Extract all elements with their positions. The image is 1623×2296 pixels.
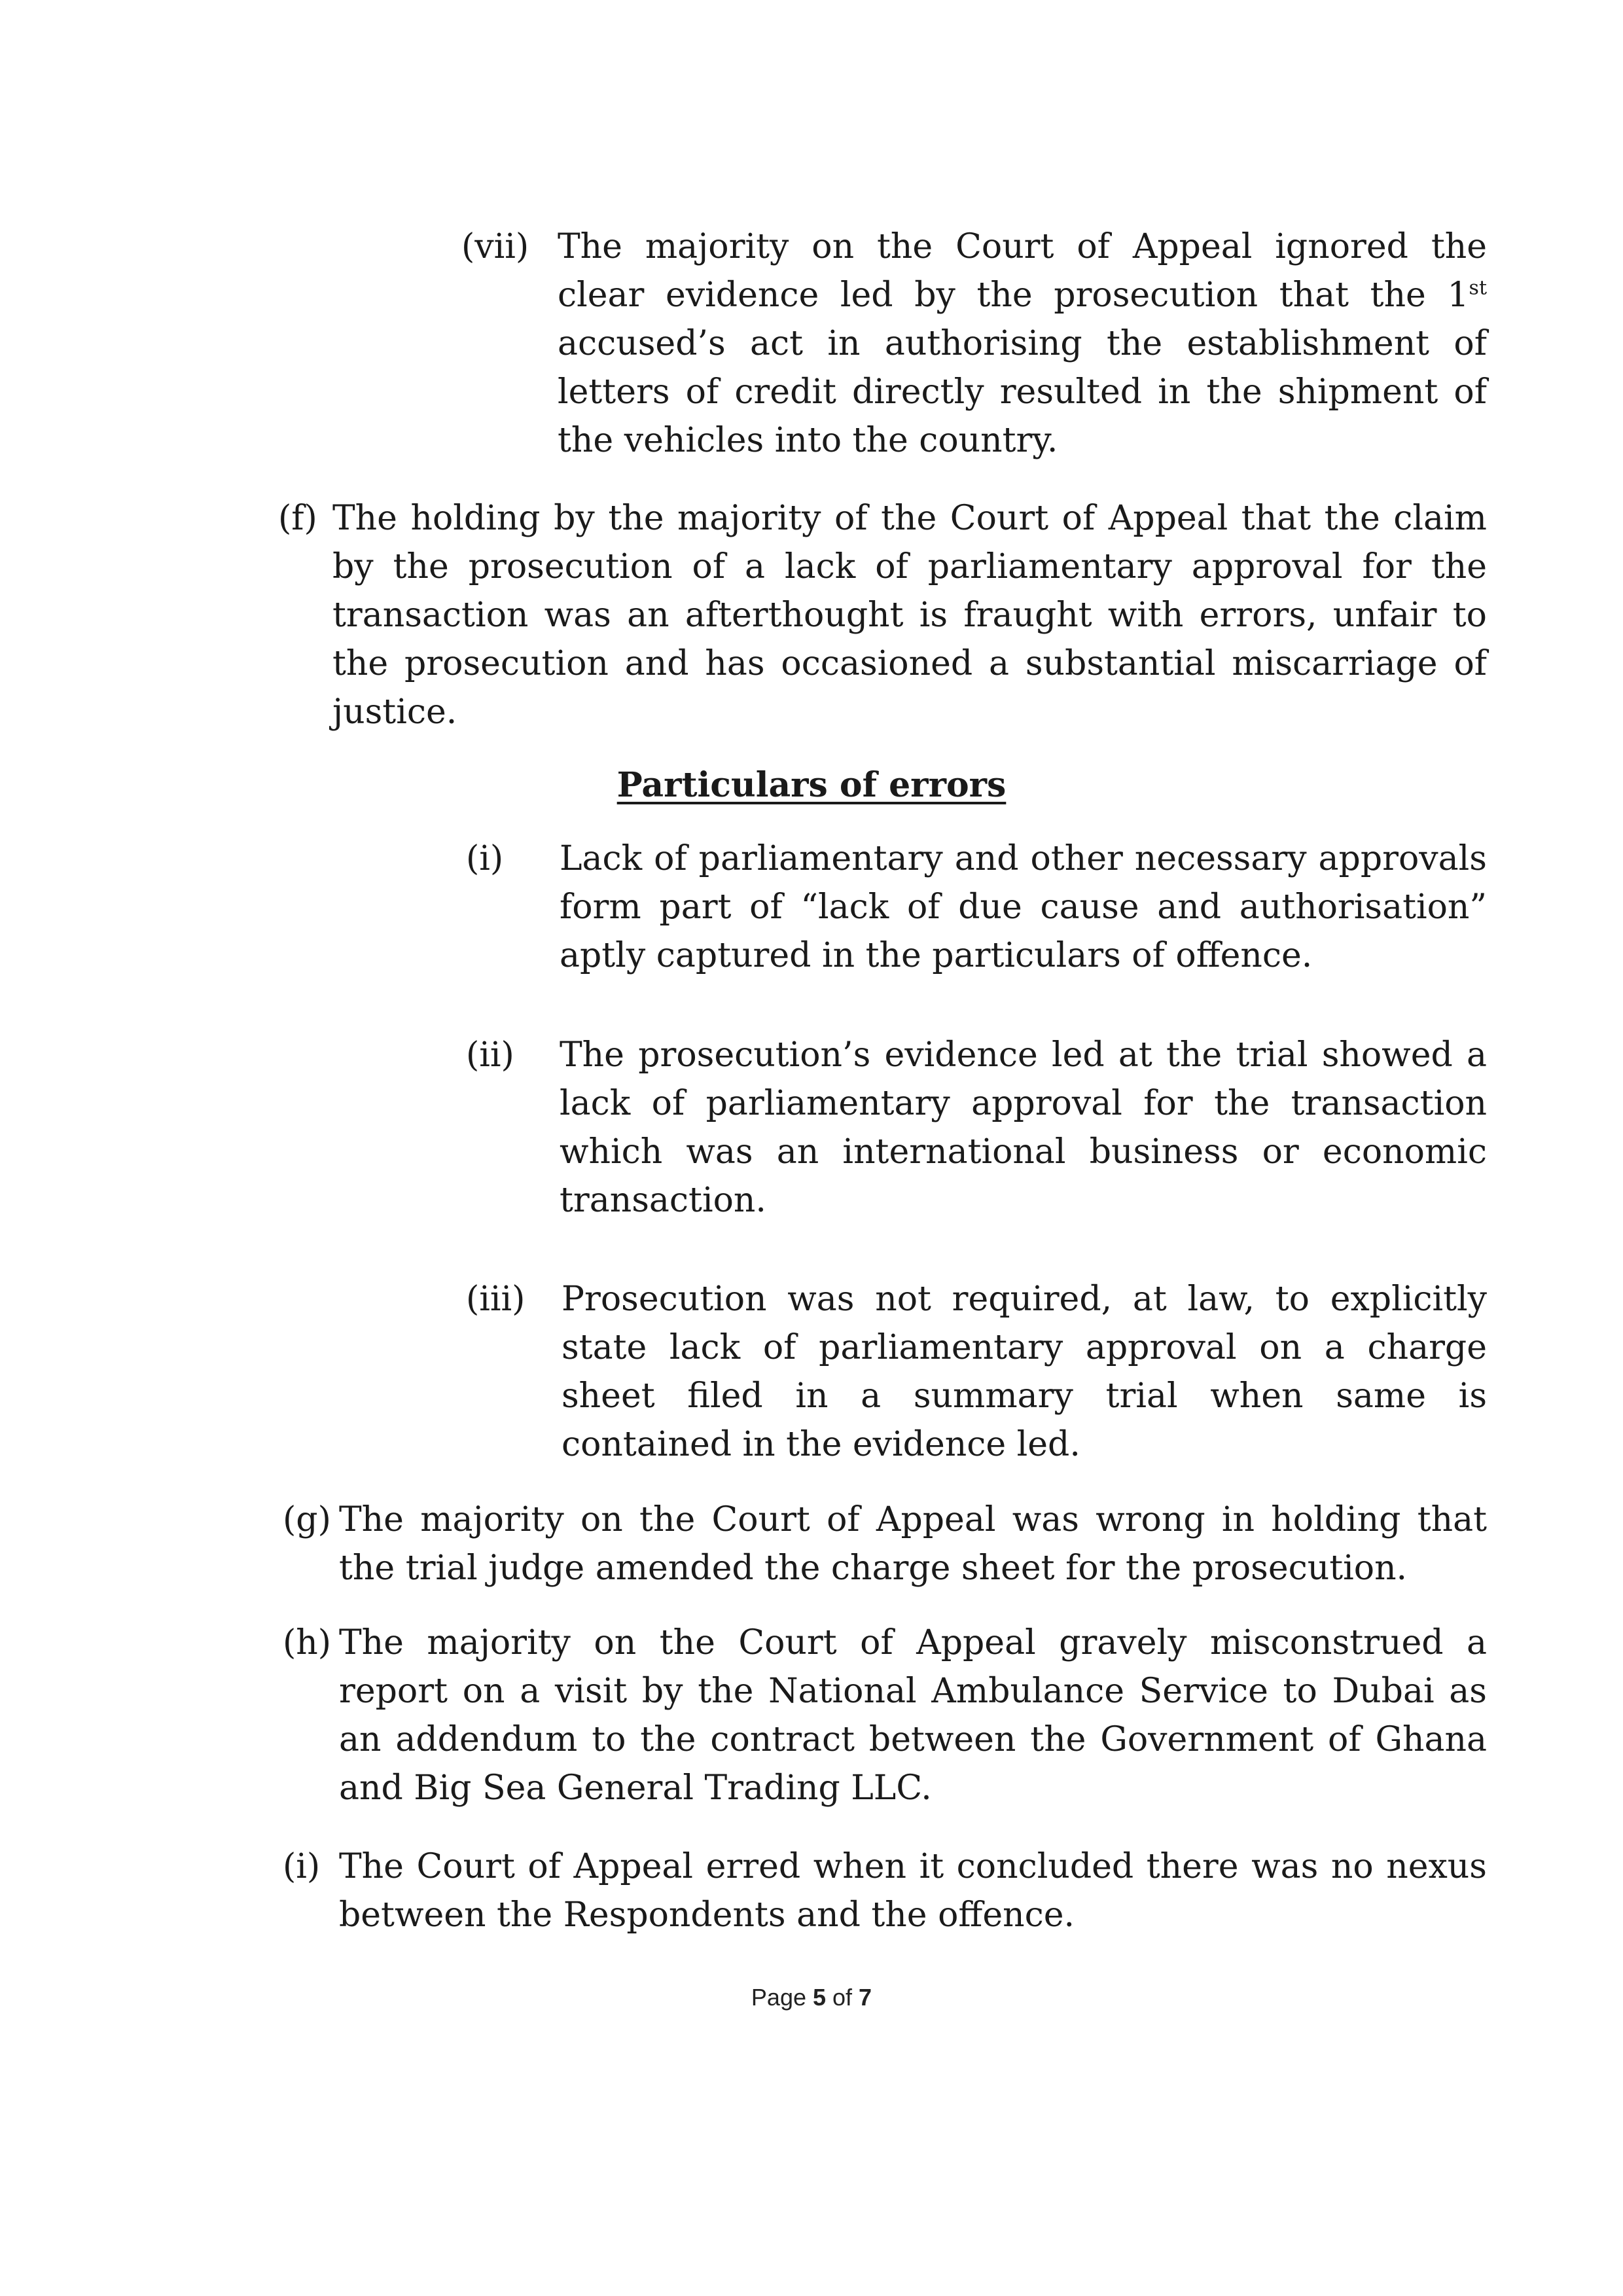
item-text-vii-part1: The majority on the Court of Appeal ignored the clear evidence led by the prosecution that the 1 — [558, 227, 1487, 315]
item-text-f: The holding by the majority of the Court of Appeal that the claim by the prosecution of a lack of parliamentary approval for the transaction was an afterthought is fraught with errors, unfair to the prosecution and has occasioned a substantial miscarriage of justice. — [332, 499, 1487, 732]
item-text-i: The Court of Appeal erred when it concluded there was no nexus between the Respondents and the offence. — [339, 1847, 1487, 1935]
page-number-footer: Page 5 of 7 — [751, 1984, 872, 2011]
particulars-heading: Particulars of errors — [616, 765, 1007, 805]
item-text-g: The majority on the Court of Appeal was wrong in holding that the trial judge amended the charge sheet for the prosecution. — [339, 1500, 1487, 1588]
current-page-number: 5 — [812, 1984, 827, 2011]
particular-label-3: (iii) — [466, 1280, 526, 1319]
item-text-vii — [558, 223, 1487, 465]
particular-text-3: Prosecution was not required, at law, to explicitly state lack of parliamentary approval on a charge sheet filed in a summary trial when same is contained in the evidence led. — [562, 1280, 1487, 1464]
item-label-f: (f) — [278, 499, 317, 538]
particular-label-1: (i) — [466, 839, 504, 878]
item-label-i: (i) — [283, 1847, 321, 1886]
item-text-h: The majority on the Court of Appeal gravely misconstrued a report on a visit by the National Ambulance Service to Dubai as an addendum to the contract between the Government of Ghana and Big Sea General Trading LLC. — [339, 1623, 1487, 1808]
particular-text-2: The prosecution’s evidence led at the trial showed a lack of parliamentary approval for the transaction which was an international business or economic transaction. — [560, 1035, 1487, 1220]
particular-text-1: Lack of parliamentary and other necessary approvals form part of “lack of due cause and authorisation” aptly captured in the particulars of offence. — [560, 839, 1487, 975]
total-page-count: 7 — [859, 1984, 872, 2011]
item-label-vii: (vii) — [461, 227, 529, 266]
item-label-g: (g) — [283, 1500, 331, 1539]
ordinal-suffix: st — [1469, 276, 1487, 300]
item-label-h: (h) — [283, 1623, 332, 1662]
item-text-vii-part2: accused’s act in authorising the establishment of letters of credit directly resulted in the shipment of the vehicles into the country. — [558, 324, 1487, 460]
particular-label-2: (ii) — [466, 1035, 514, 1075]
